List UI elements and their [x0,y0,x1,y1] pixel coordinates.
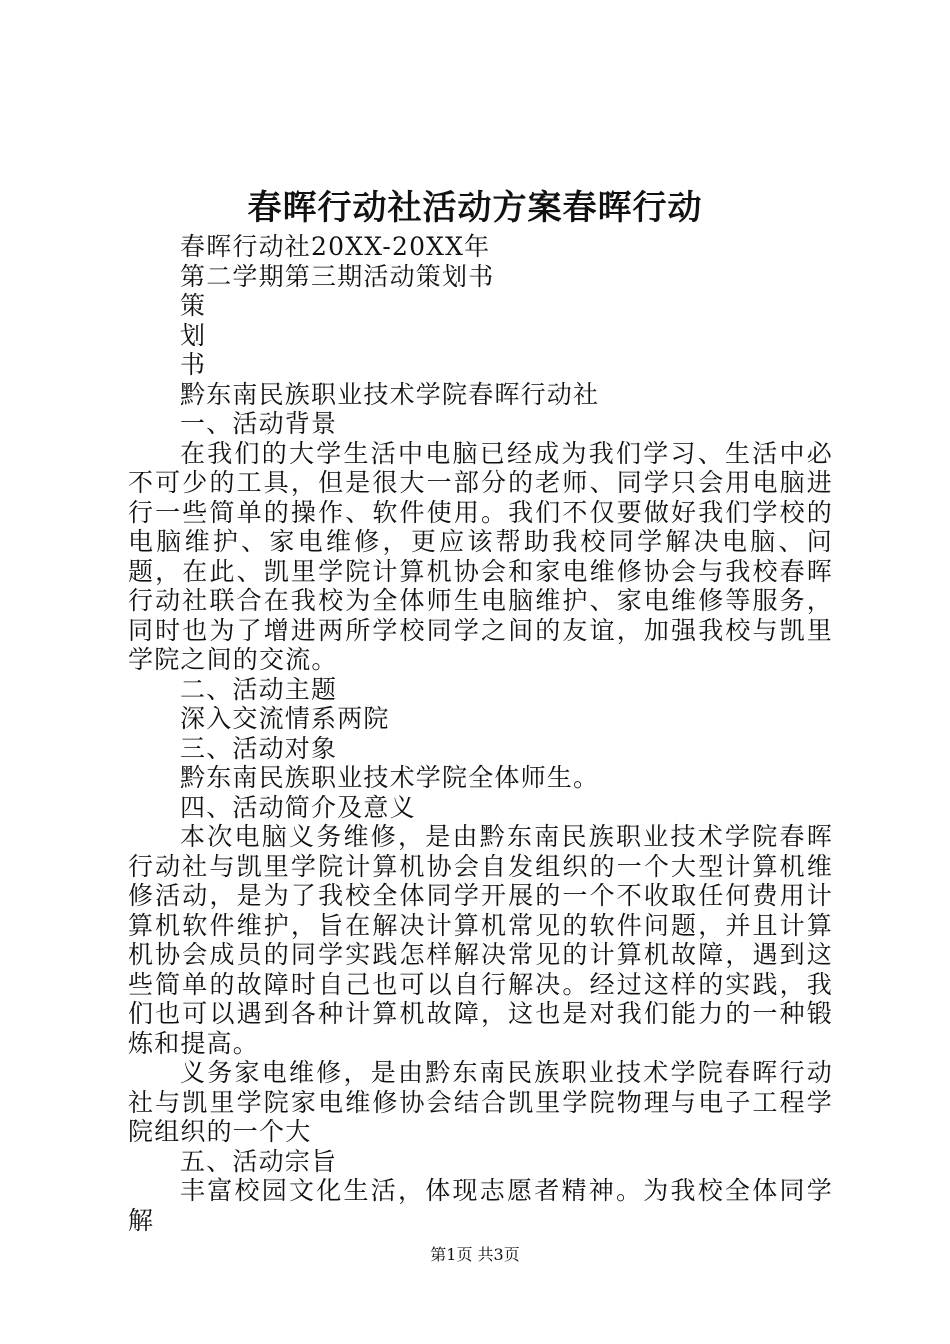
section-body-purpose: 丰富校园文化生活，体现志愿者精神。为我校全体同学解 [128,1176,833,1235]
section-body-intro-2: 义务家电维修，是由黔东南民族职业技术学院春晖行动社与凯里学院家电维修协会结合凯里学院物理与电子工程学院组织的一个大 [128,1058,833,1146]
page-footer: 第1页 共3页 [430,1245,520,1264]
section-heading-theme: 二、活动主题 [180,674,338,704]
section-heading-purpose: 五、活动宗旨 [180,1146,338,1176]
section-body-theme: 深入交流情系两院 [180,704,390,733]
intro-line-2: 第二学期第三期活动策划书 [180,261,495,291]
section-heading-intro: 四、活动简介及意义 [180,792,416,822]
intro-line-1: 春晖行动社20XX-20XX年 [180,232,491,261]
document-body [128,232,833,1235]
organization-line: 黔东南民族职业技术学院春晖行动社 [180,379,600,409]
section-heading-background: 一、活动背景 [180,409,338,438]
intro-line-3: 策 [180,291,207,320]
section-body-intro-1: 本次电脑义务维修，是由黔东南民族职业技术学院春晖行动社与凯里学院计算机协会自发组织的一个大型计算机维修活动，是为了我校全体同学开展的一个不收取任何费用计算机软件维护，旨在解决计算机常见的软件问题，并且计算机协会成员的同学实践怎样解决常见的计算机故障，遇到这些简单的故障时自己也可以自行解决。经过这样的实践，我们也可以遇到各种计算机故障，这也是对我们能力的一种锻炼和提高。 [128,822,833,1058]
section-body-audience: 黔东南民族职业技术学院全体师生。 [180,763,600,792]
intro-line-5: 书 [180,350,207,379]
document-title: 春晖行动社活动方案春晖行动 [247,188,703,228]
section-body-background: 在我们的大学生活中电脑已经成为我们学习、生活中必不可少的工具，但是很大一部分的老师、同学只会用电脑进行一些简单的操作、软件使用。我们不仅要做好我们学校的电脑维护、家电维修，更应该帮助我校同学解决电脑、问题，在此、凯里学院计算机协会和家电维修协会与我校春晖行动社联合在我校为全体师生电脑维护、家电维修等服务，同时也为了增进两所学校同学之间的友谊，加强我校与凯里学院之间的交流。 [128,438,833,674]
intro-line-4: 划 [180,320,207,350]
section-heading-audience: 三、活动对象 [180,733,338,763]
